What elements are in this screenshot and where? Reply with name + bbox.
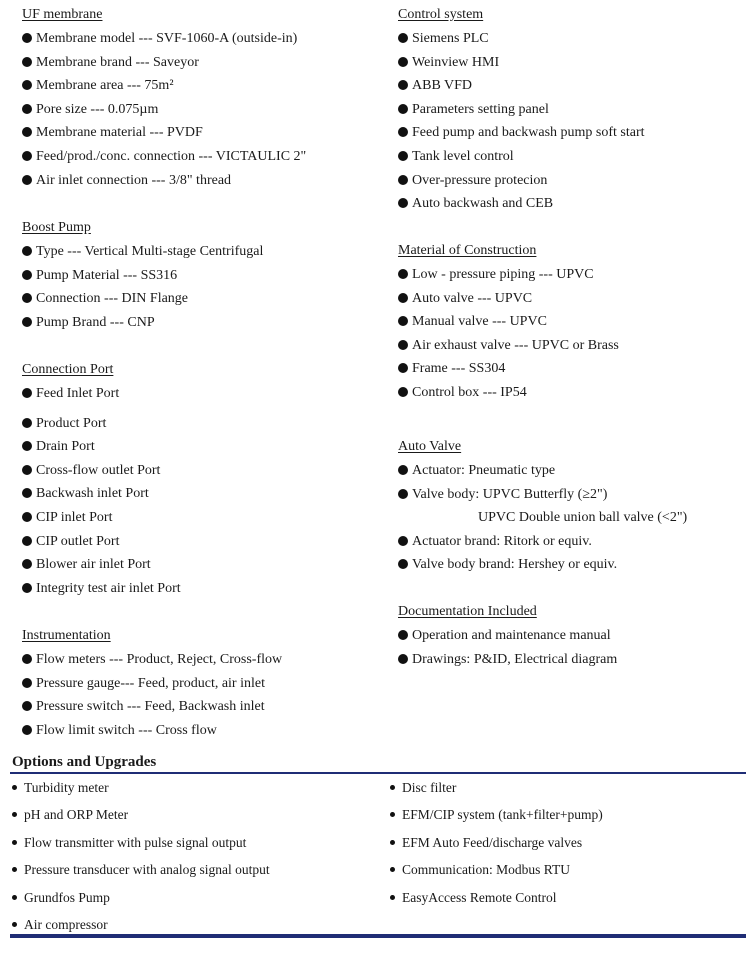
bullet-icon (398, 387, 408, 397)
list-item: Feed pump and backwash pump soft start (398, 121, 748, 145)
bullet-icon (398, 104, 408, 114)
list-item: Integrity test air inlet Port (22, 577, 382, 601)
bullet-icon (398, 175, 408, 185)
documentation-section (398, 600, 748, 671)
list-item: Blower air inlet Port (22, 553, 382, 577)
auto-valve-section (398, 435, 748, 577)
bullet-icon (22, 701, 32, 711)
bullet-icon (398, 151, 408, 161)
list-item: Pump Material --- SS316 (22, 264, 382, 288)
bullet-icon (22, 583, 32, 593)
list-item: Communication: Modbus RTU (390, 859, 740, 886)
list-item: Valve body brand: Hershey or equiv. (398, 553, 748, 577)
bullet-icon (398, 198, 408, 208)
bullet-icon (12, 785, 17, 790)
list-item: ABB VFD (398, 74, 748, 98)
list-item: Disc filter (390, 777, 740, 804)
bullet-icon (398, 489, 408, 499)
bullet-icon (22, 151, 32, 161)
list-item-continuation: UPVC Double union ball valve (<2") (478, 510, 688, 526)
list-item: Control box --- IP54 (398, 381, 748, 405)
divider (10, 772, 746, 774)
bullet-icon (398, 363, 408, 373)
list-item: Over-pressure protecion (398, 169, 748, 193)
list-item: Air compressor (12, 914, 382, 941)
bullet-icon (398, 559, 408, 569)
bullet-icon (22, 559, 32, 569)
bullet-icon (22, 536, 32, 546)
bullet-icon (22, 33, 32, 43)
section-title-auto-valve: Auto Valve (398, 439, 462, 454)
bullet-icon (398, 127, 408, 137)
list-item: Valve body: UPVC Butterfly (≥2") (398, 483, 748, 507)
list-item: Parameters setting panel (398, 98, 748, 122)
list-item: Pump Brand --- CNP (22, 311, 382, 335)
bullet-icon (22, 270, 32, 280)
list-item: Siemens PLC (398, 27, 748, 51)
list-item: Frame --- SS304 (398, 357, 748, 381)
list-item: Operation and maintenance manual (398, 624, 748, 648)
bullet-icon (398, 465, 408, 475)
bottom-divider (10, 934, 746, 938)
list-item: Flow limit switch --- Cross flow (22, 719, 382, 743)
section-title-documentation-included: Documentation Included (398, 604, 537, 619)
bullet-icon (22, 175, 32, 185)
list-item: Auto valve --- UPVC (398, 287, 748, 311)
section-title-connection-port: Connection Port (22, 362, 114, 377)
list-item: Drawings: P&ID, Electrical diagram (398, 648, 748, 672)
bullet-icon (12, 840, 17, 845)
list-item: Flow meters --- Product, Reject, Cross-flow (22, 648, 382, 672)
bullet-icon (22, 388, 32, 398)
list-item: Auto backwash and CEB (398, 192, 748, 216)
bullet-icon (398, 57, 408, 67)
list-item: Membrane material --- PVDF (22, 121, 382, 145)
bullet-icon (22, 512, 32, 522)
list-item: Weinview HMI (398, 51, 748, 75)
list-item: Turbidity meter (12, 777, 382, 804)
list-item: Connection --- DIN Flange (22, 287, 382, 311)
list-item: EFM/CIP system (tank+filter+pump) (390, 804, 740, 831)
list-item: EFM Auto Feed/discharge valves (390, 832, 740, 859)
bullet-icon (398, 630, 408, 640)
bullet-icon (390, 812, 395, 817)
list-item: Product Port (22, 412, 382, 436)
list-item: Membrane model --- SVF-1060-A (outside-in) (22, 27, 382, 51)
list-item: Grundfos Pump (12, 887, 382, 914)
bullet-icon (22, 678, 32, 688)
list-item: Type --- Vertical Multi-stage Centrifugal (22, 240, 382, 264)
list-item: Flow transmitter with pulse signal output (12, 832, 382, 859)
bullet-icon (22, 654, 32, 664)
list-item: Cross-flow outlet Port (22, 459, 382, 483)
bullet-icon (390, 867, 395, 872)
section-title-boost-pump: Boost Pump (22, 220, 91, 235)
section-title-instrumentation: Instrumentation (22, 628, 111, 643)
list-item: Actuator brand: Ritork or equiv. (398, 530, 748, 554)
list-item: CIP outlet Port (22, 530, 382, 554)
material-of-construction-section (398, 239, 748, 405)
list-item: Pressure transducer with analog signal output (12, 859, 382, 886)
list-item: Air inlet connection --- 3/8" thread (22, 169, 382, 193)
list-item: Backwash inlet Port (22, 482, 382, 506)
list-item: Tank level control (398, 145, 748, 169)
bullet-icon (398, 269, 408, 279)
section-title-control-system: Control system (398, 7, 484, 22)
bullet-icon (390, 785, 395, 790)
bullet-icon (12, 867, 17, 872)
list-item: Drain Port (22, 435, 382, 459)
list-item: Air exhaust valve --- UPVC or Brass (398, 334, 748, 358)
bullet-icon (22, 127, 32, 137)
options-section (0, 750, 750, 961)
section-title-options-and-upgrades: Options and Upgrades (12, 754, 157, 770)
bullet-icon (22, 488, 32, 498)
bullet-icon (22, 80, 32, 90)
list-item: Low - pressure piping --- UPVC (398, 263, 748, 287)
list-item: Feed Inlet Port (22, 382, 382, 406)
bullet-icon (398, 340, 408, 350)
bullet-icon (12, 895, 17, 900)
bullet-icon (22, 317, 32, 327)
options-left-list (12, 777, 382, 941)
list-item: Manual valve --- UPVC (398, 310, 748, 334)
instrumentation-section (22, 624, 382, 742)
list-item: Membrane brand --- Saveyor (22, 51, 382, 75)
list-item: Feed/prod./conc. connection --- VICTAULIC 2" (22, 145, 382, 169)
section-title-uf-membrane: UF membrane (22, 7, 103, 22)
bullet-icon (398, 80, 408, 90)
bullet-icon (390, 895, 395, 900)
list-item: Pressure switch --- Feed, Backwash inlet (22, 695, 382, 719)
bullet-icon (22, 725, 32, 735)
list-item: Actuator: Pneumatic type (398, 459, 748, 483)
list-item: EasyAccess Remote Control (390, 887, 740, 914)
control-system-section (398, 3, 748, 216)
list-item: pH and ORP Meter (12, 804, 382, 831)
boost-pump-section (22, 216, 382, 334)
list-item: CIP inlet Port (22, 506, 382, 530)
bullet-icon (22, 441, 32, 451)
list-item: Pressure gauge--- Feed, product, air inlet (22, 672, 382, 696)
bullet-icon (22, 293, 32, 303)
bullet-icon (398, 293, 408, 303)
bullet-icon (12, 812, 17, 817)
bullet-icon (22, 246, 32, 256)
list-item: Pore size --- 0.075µm (22, 98, 382, 122)
bullet-icon (22, 418, 32, 428)
bullet-icon (398, 536, 408, 546)
connection-port-section (22, 358, 382, 600)
bullet-icon (22, 57, 32, 67)
bullet-icon (22, 104, 32, 114)
bullet-icon (12, 922, 17, 927)
bullet-icon (398, 33, 408, 43)
list-item: Membrane area --- 75m² (22, 74, 382, 98)
bullet-icon (398, 316, 408, 326)
bullet-icon (390, 840, 395, 845)
bullet-icon (22, 465, 32, 475)
uf-membrane-section (22, 3, 382, 192)
options-right-list (390, 777, 740, 914)
bullet-icon (398, 654, 408, 664)
section-title-material-of-construction: Material of Construction (398, 243, 537, 258)
